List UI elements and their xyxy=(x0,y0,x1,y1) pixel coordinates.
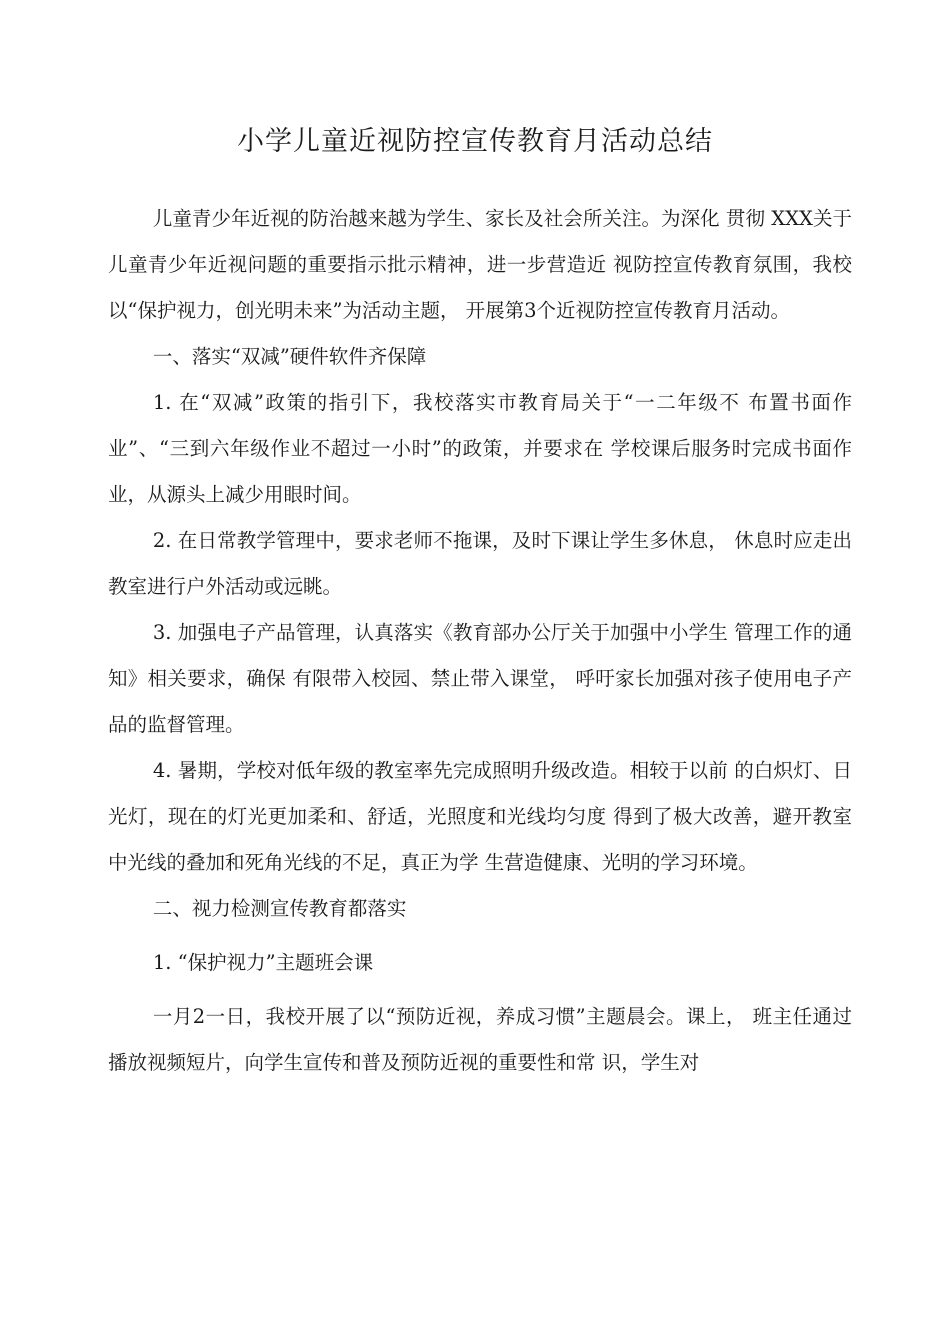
subsection-heading-1: 1. “保护视力”主题班会课 xyxy=(152,951,374,974)
document-body xyxy=(108,196,852,1086)
paragraph-item-2: 2. 在日常教学管理中，要求老师不拖课，及时下课让学生多休息， 休息时应走出教室进行户外活动或远眺。 xyxy=(108,529,852,598)
section-heading-1: 一、落实“双减”硬件软件齐保障 xyxy=(152,345,427,368)
paragraph-class-meeting: 一月2一日，我校开展了以“预防近视，养成习惯”主题晨会。课上， 班主任通过播放视频短片，向学生宣传和普及预防近视的重要性和常 识，学生对 xyxy=(108,1005,852,1074)
paragraph-intro: 儿童青少年近视的防治越来越为学生、家长及社会所关注。为深化 贯彻 XXX关于儿童青少年近视问题的重要指示批示精神，进一步营造近 视防控宣传教育氛围，我校以“保护视力，创光明未来”为活动主题， 开展第3个近视防控宣传教育月活动。 xyxy=(108,207,852,322)
paragraph-item-3: 3. 加强电子产品管理，认真落实《教育部办公厅关于加强中小学生 管理工作的通知》相关要求，确保 有限带入校园、禁止带入课堂， 呼吁家长加强对孩子使用电子产品的监督管理。 xyxy=(108,621,852,736)
document-title: 小学儿童近视防控宣传教育月活动总结 xyxy=(237,126,713,157)
section-heading-2: 二、视力检测宣传教育都落实 xyxy=(152,897,407,920)
paragraph-item-1: 1. 在“双减”政策的指引下，我校落实市教育局关于“一二年级不 布置书面作业”、“三到六年级作业不超过一小时”的政策，并要求在 学校课后服务时完成书面作业，从源头上减少用眼时间。 xyxy=(108,391,852,506)
paragraph-item-4: 4. 暑期，学校对低年级的教室率先完成照明升级改造。相较于以前 的白炽灯、日光灯，现在的灯光更加柔和、舒适，光照度和光线均匀度 得到了极大改善，避开教室中光线的叠加和死角光线的不足，真正为学 生营造健康、光明的学习环境。 xyxy=(108,759,852,874)
